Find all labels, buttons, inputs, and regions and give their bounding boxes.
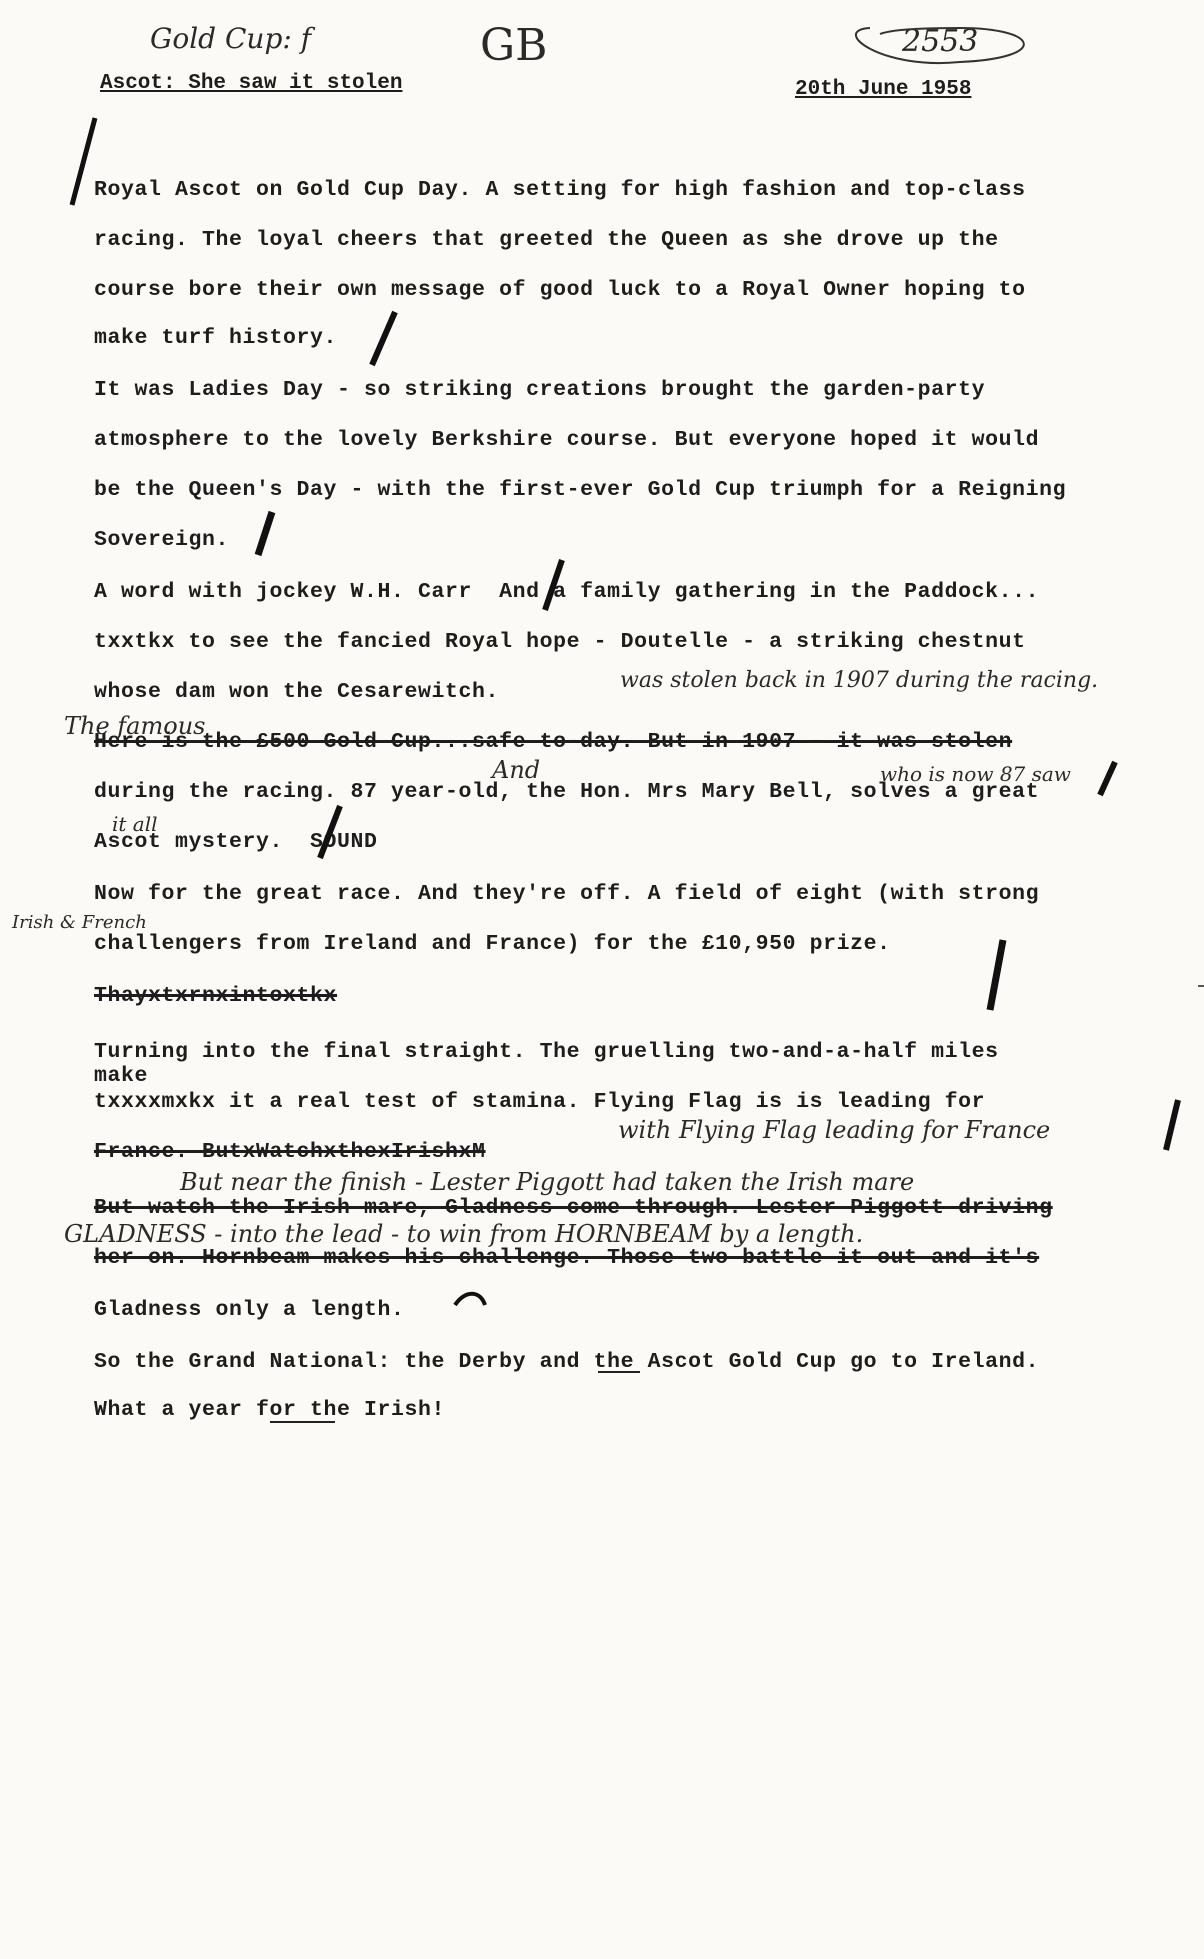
handwritten-insert: The famous	[64, 712, 206, 740]
text-line: Gladness only a length.	[94, 1298, 405, 1322]
text-line: challengers from Ireland and France) for the £10,950 prize.	[94, 932, 891, 956]
struck-text-line: Here is the £500 Gold Cup...safe to-day. But in 1907 - it was stolen	[94, 730, 1013, 754]
handwritten-insert: it all	[112, 812, 158, 836]
text-line: Royal Ascot on Gold Cup Day. A setting for high fashion and top-class	[94, 178, 1026, 202]
handwritten-insert: But near the finish - Lester Piggott had taken the Irish mare	[180, 1168, 915, 1196]
handwritten-insert: GLADNESS - into the lead - to win from HORNBEAM by a length.	[64, 1220, 864, 1248]
struck-text-line: Thayxtxrnxintoxtkx	[94, 984, 338, 1008]
text-line: It was Ladies Day - so striking creations brought the garden-party	[94, 378, 986, 402]
text-line: be the Queen's Day - with the first-ever Gold Cup triumph for a Reigning	[94, 478, 1067, 502]
text-line: during the racing. 87 year-old, the Hon. Mrs Mary Bell, solves a great	[94, 780, 1040, 804]
handwritten-initials: GB	[480, 20, 548, 71]
text-line: What a year for the Irish!	[94, 1398, 446, 1422]
text-line: racing. The loyal cheers that greeted the Queen as she drove up the	[94, 228, 999, 252]
struck-text-line: France. ButxWatchxthexIrishxM	[94, 1140, 486, 1164]
struck-text-line: But watch the Irish mare, Gladness come through. Lester Piggott driving	[94, 1196, 1053, 1220]
text-line: So the Grand National: the Derby and the Ascot Gold Cup go to Ireland.	[94, 1350, 1040, 1374]
page-edge-mark	[1198, 985, 1204, 987]
text-line: whose dam won the Cesarewitch.	[94, 680, 500, 704]
handwritten-insert: And	[492, 756, 541, 784]
handwritten-insert: Irish & French	[12, 912, 147, 933]
page-title: Ascot: She saw it stolen	[100, 72, 403, 95]
text-line: Sovereign.	[94, 528, 230, 552]
document-date: 20th June 1958	[795, 78, 972, 101]
text-line: Ascot mystery. SOUND	[94, 830, 378, 854]
text-line: txxtkx to see the fancied Royal hope - Doutelle - a striking chestnut	[94, 630, 1026, 654]
text-line: txxxxmxkx it a real test of stamina. Flying Flag is is leading for	[94, 1090, 986, 1114]
handwritten-insert: was stolen back in 1907 during the racing.	[620, 668, 1099, 693]
handwritten-reference-number: 2553	[902, 24, 979, 59]
text-line: make turf history.	[94, 326, 338, 350]
text-line: Now for the great race. And they're off. A field of eight (with strong	[94, 882, 1040, 906]
text-line: Turning into the final straight. The gruelling two-and-a-half miles	[94, 1040, 999, 1064]
text-line: atmosphere to the lovely Berkshire course. But everyone hoped it would	[94, 428, 1040, 452]
text-line: A word with jockey W.H. Carr And a family gathering in the Paddock...	[94, 580, 1040, 604]
handwritten-insert: with Flying Flag leading for France	[618, 1116, 1051, 1144]
handwritten-insert: who is now 87 saw	[880, 762, 1071, 786]
struck-text-line: her on. Hornbeam makes his challenge. Those two battle it out and it's	[94, 1246, 1040, 1270]
text-line: course bore their own message of good luck to a Royal Owner hoping to	[94, 278, 1026, 302]
handwritten-top-note: Gold Cup: f	[150, 22, 312, 55]
text-line: make	[94, 1064, 149, 1088]
